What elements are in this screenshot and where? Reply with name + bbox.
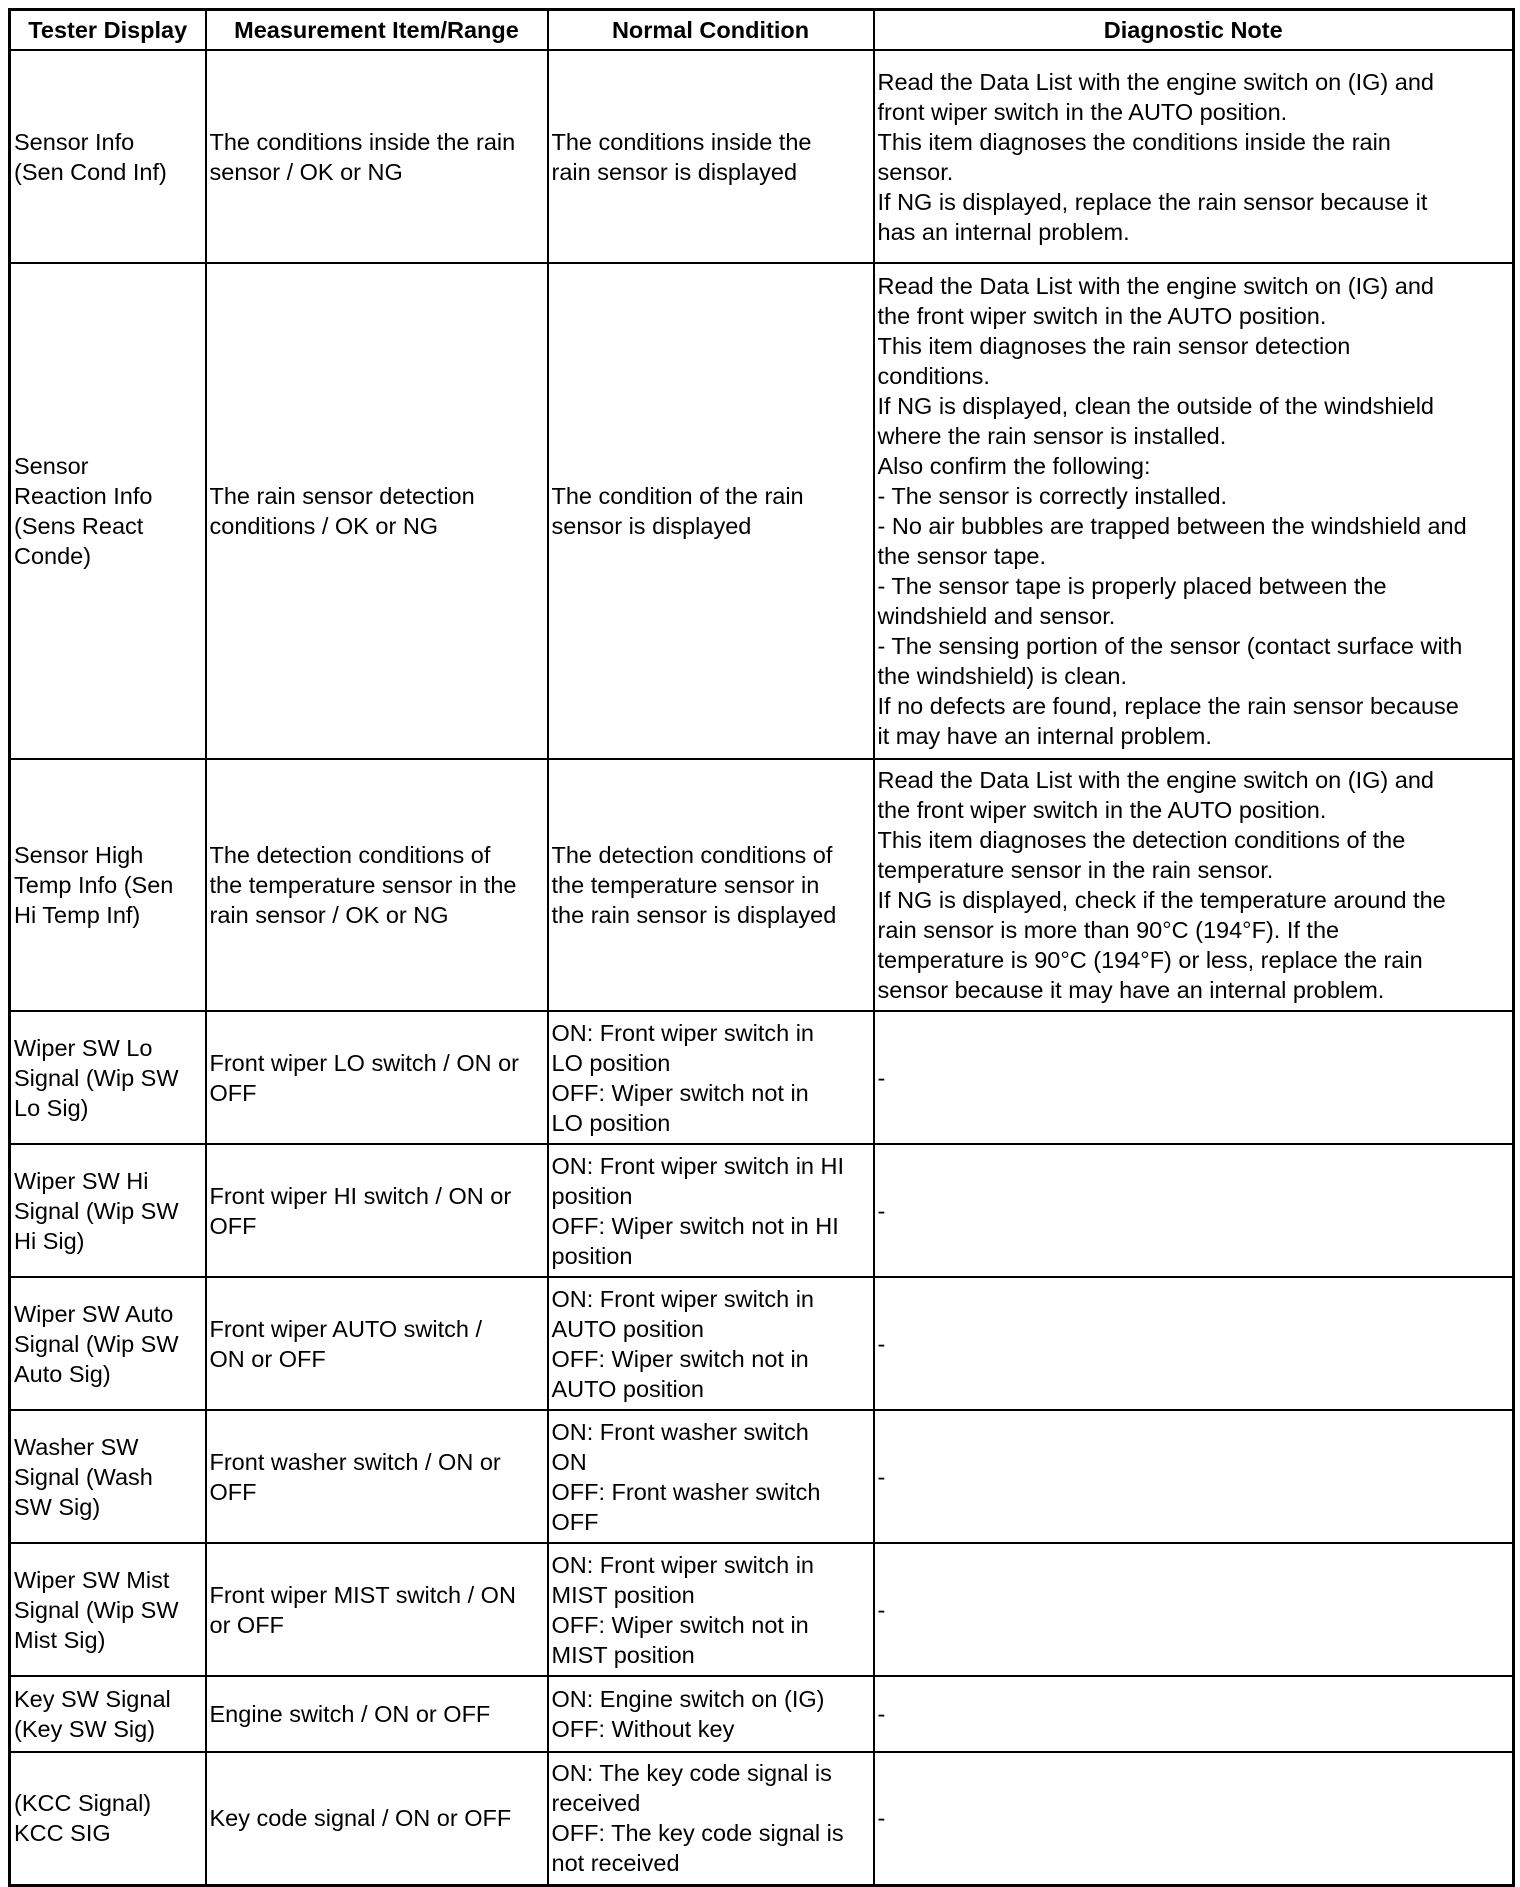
data-list-table xyxy=(8,8,1515,1887)
table-row xyxy=(10,1144,1514,1277)
table-row xyxy=(10,1752,1514,1885)
tester-display-cell: Wiper SW Lo Signal (Wip SW Lo Sig) xyxy=(10,1011,206,1144)
measurement-cell: Key code signal / ON or OFF xyxy=(206,1752,548,1885)
normal-condition-cell: The condition of the rain sensor is displayed xyxy=(548,263,874,759)
diagnostic-note-cell: - xyxy=(874,1144,1514,1277)
normal-condition-cell: ON: Front wiper switch in LO position OFF: Wiper switch not in LO position xyxy=(548,1011,874,1144)
measurement-cell: The detection conditions of the temperature sensor in the rain sensor / OK or NG xyxy=(206,759,548,1011)
header-row xyxy=(10,10,1514,51)
table-row xyxy=(10,1277,1514,1410)
data-list-sheet xyxy=(8,8,1512,1887)
measurement-cell: The conditions inside the rain sensor / OK or NG xyxy=(206,50,548,263)
normal-condition-cell: The conditions inside the rain sensor is displayed xyxy=(548,50,874,263)
diagnostic-note-cell: Read the Data List with the engine switch on (IG) and the front wiper switch in the AUTO position. This item diagnoses the detection conditions of the temperature sensor in the rain sensor. If NG is displayed, check if the temperature around the rain sensor is more than 90°C (194°F). If the temperature is 90°C (194°F) or less, replace the rain sensor because it may have an internal problem. xyxy=(874,759,1514,1011)
tester-display-cell: Sensor Info (Sen Cond Inf) xyxy=(10,50,206,263)
measurement-cell: Front wiper LO switch / ON or OFF xyxy=(206,1011,548,1144)
tester-display-cell: Sensor Reaction Info (Sens React Conde) xyxy=(10,263,206,759)
header-measurement-item: Measurement Item/Range xyxy=(206,10,548,51)
table-row xyxy=(10,759,1514,1011)
diagnostic-note-cell: - xyxy=(874,1676,1514,1752)
measurement-cell: Front washer switch / ON or OFF xyxy=(206,1410,548,1543)
tester-display-cell: Washer SW Signal (Wash SW Sig) xyxy=(10,1410,206,1543)
table-row xyxy=(10,1011,1514,1144)
tester-display-cell: Sensor High Temp Info (Sen Hi Temp Inf) xyxy=(10,759,206,1011)
diagnostic-note-cell: Read the Data List with the engine switch on (IG) and the front wiper switch in the AUTO position. This item diagnoses the rain sensor detection conditions. If NG is displayed, clean the outside of the windshield where the rain sensor is installed. Also confirm the following: - The sensor is correctly installed. - No air bubbles are trapped between the windshield and the sensor tape. - The sensor tape is properly placed between the windshield and sensor. - The sensing portion of the sensor (contact surface with the windshield) is clean. If no defects are found, replace the rain sensor because it may have an internal problem. xyxy=(874,263,1514,759)
tester-display-cell: Wiper SW Hi Signal (Wip SW Hi Sig) xyxy=(10,1144,206,1277)
table-row xyxy=(10,263,1514,759)
diagnostic-note-cell: Read the Data List with the engine switch on (IG) and front wiper switch in the AUTO position. This item diagnoses the conditions inside the rain sensor. If NG is displayed, replace the rain sensor because it has an internal problem. xyxy=(874,50,1514,263)
table-row xyxy=(10,1410,1514,1543)
normal-condition-cell: The detection conditions of the temperature sensor in the rain sensor is displayed xyxy=(548,759,874,1011)
tester-display-cell: Key SW Signal (Key SW Sig) xyxy=(10,1676,206,1752)
tester-display-cell: Wiper SW Mist Signal (Wip SW Mist Sig) xyxy=(10,1543,206,1676)
table-row xyxy=(10,50,1514,263)
measurement-cell: Front wiper AUTO switch / ON or OFF xyxy=(206,1277,548,1410)
normal-condition-cell: ON: Front wiper switch in AUTO position OFF: Wiper switch not in AUTO position xyxy=(548,1277,874,1410)
header-diagnostic-note: Diagnostic Note xyxy=(874,10,1514,51)
measurement-cell: Front wiper HI switch / ON or OFF xyxy=(206,1144,548,1277)
header-tester-display: Tester Display xyxy=(10,10,206,51)
measurement-cell: Engine switch / ON or OFF xyxy=(206,1676,548,1752)
normal-condition-cell: ON: Front wiper switch in HI position OFF: Wiper switch not in HI position xyxy=(548,1144,874,1277)
measurement-cell: The rain sensor detection conditions / OK or NG xyxy=(206,263,548,759)
normal-condition-cell: ON: Front washer switch ON OFF: Front washer switch OFF xyxy=(548,1410,874,1543)
tester-display-cell: (KCC Signal) KCC SIG xyxy=(10,1752,206,1885)
tester-display-cell: Wiper SW Auto Signal (Wip SW Auto Sig) xyxy=(10,1277,206,1410)
diagnostic-note-cell: - xyxy=(874,1011,1514,1144)
normal-condition-cell: ON: Engine switch on (IG) OFF: Without key xyxy=(548,1676,874,1752)
normal-condition-cell: ON: The key code signal is received OFF: The key code signal is not received xyxy=(548,1752,874,1885)
table-row xyxy=(10,1676,1514,1752)
diagnostic-note-cell: - xyxy=(874,1410,1514,1543)
diagnostic-note-cell: - xyxy=(874,1752,1514,1885)
diagnostic-note-cell: - xyxy=(874,1543,1514,1676)
header-normal-condition: Normal Condition xyxy=(548,10,874,51)
measurement-cell: Front wiper MIST switch / ON or OFF xyxy=(206,1543,548,1676)
table-row xyxy=(10,1543,1514,1676)
normal-condition-cell: ON: Front wiper switch in MIST position OFF: Wiper switch not in MIST position xyxy=(548,1543,874,1676)
diagnostic-note-cell: - xyxy=(874,1277,1514,1410)
